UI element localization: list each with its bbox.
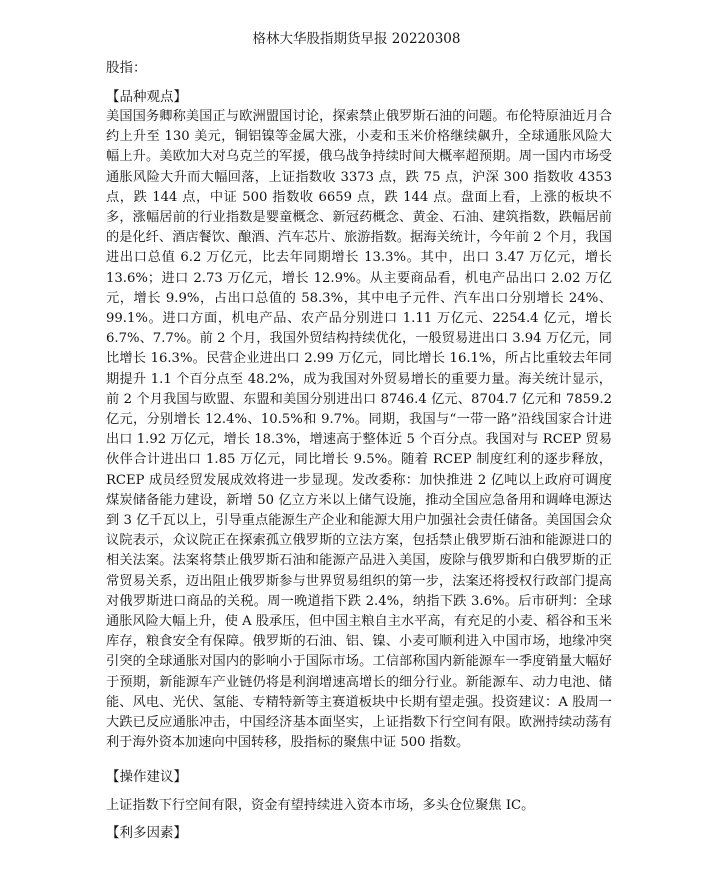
category-label: 股指： (106, 60, 147, 76)
section-heading-advice: 【操作建议】 (106, 769, 187, 785)
section-heading-bullish: 【利多因素】 (106, 825, 187, 841)
view-paragraph: 美国国务卿称美国正与欧洲盟国讨论，探索禁止俄罗斯石油的问题。布伦特原油近月合约上升至 130 美元，铜铝镍等金属大涨，小麦和玉米价格继续飙升，全球通胀风险大幅上升。美欧加大对乌克兰的军援，俄乌战争持续时间大概率超预期。周一国内市场受通胀风险大升而大幅回落，上证指数收 3373 点，跌 75 点，沪深 300 指数收 4353 点，跌 144 点，中证 500 指数收 6659 点，跌 144 点。盘面上看，上涨的板块不多，涨幅居前的行业指数是婴童概念、新冠药概念、黄金、石油、建筑指数，跌幅居前的是化纤、酒店餐饮、酿酒、汽车芯片、旅游指数。据海关统计，今年前 2 个月，我国进出口总值 6.2 万亿元，比去年同期增长 13.3%。其中，出口 3.47 万亿元，增长 13.6%；进口 2.73 万亿元，增长 12.9%。从主要商品看，机电产品出口 2.02 万亿元，增长 9.9%，占出口总值的 58.3%，其中电子元件、汽车出口分别增长 24%、99.1%。进口方面，机电产品、农产品分别进口 1.11 万亿元、2254.4 亿元，增长 6.7%、7.7%。前 2 个月，我国外贸结构持续优化，一般贸易进出口 3.94 万亿元，同比增长 16.3%。民营企业进出口 2.99 万亿元，同比增长 16.1%，所占比重较去年同期提升 1.1 个百分点至 48.2%，成为我国对外贸易增长的重要力量。海关统计显示，前 2 个月我国与欧盟、东盟和美国分别进出口 8746.4 亿元、8704.7 亿元和 7859.2 亿元，分别增长 12.4%、10.5%和 9.7%。同期，我国与“一带一路”沿线国家合计进出口 1.92 万亿元，增长 18.3%，增速高于整体近 5 个百分点。我国对与 RCEP 贸易伙伴合计进出口 1.85 万亿元，同比增长 9.5%。随着 RCEP 制度红利的逐步释放，RCEP 成员经贸发展成效将进一步显现。发改委称：加快推进 2 亿吨以上政府可调度煤炭储备能力建设，新增 50 亿立方米以上储气设施，推动全国应急备用和调峰电源达到 3 亿千瓦以上，引导重点能源生产企业和能源大用户加强社会责任储备。美国国会众议院表示，众议院正在探索孤立俄罗斯的立法方案，包括禁止俄罗斯石油和能源进口的相关法案。法案将禁止俄罗斯石油和能源产品进入美国，废除与俄罗斯和白俄罗斯的正常贸易关系，迈出阻止俄罗斯参与世界贸易组织的第一步，法案还将授权行政部门提高对俄罗斯进口商品的关税。周一晚道指下跌 2.4%，纳指下跌 3.6%。后市研判：全球通胀风险大幅上升，使 A 股承压，但中国主粮自主水平高，有充足的小麦、稻谷和玉米库存，粮食安全有保障。俄罗斯的石油、铝、镍、小麦可顺利进入中国市场，地缘冲突引突的全球通胀对国内的影响小于国际市场。工信部称国内新能源车一季度销量大幅好于预期，新能源车产业链仍将是利润增速高增长的细分行业。新能源车、动力电池、储能、风电、光伏、氢能、专精特新等主赛道板块中长期有望走强。投资建议：A 股周一大跌已反应通胀冲击，中国经济基本面坚实，上证指数下行空间有限。欧洲持续动荡有利于海外资本加速向中国转移，股指标的聚焦中证 500 指数。 (106, 109, 612, 751)
section-heading-view: 【品种观点】 (106, 89, 187, 105)
advice-paragraph: 上证指数下行空间有限，资金有望持续进入资本市场，多头仓位聚焦 IC。 (106, 798, 535, 813)
document-title: 格林大华股指期货早报 20220308 (252, 31, 461, 47)
